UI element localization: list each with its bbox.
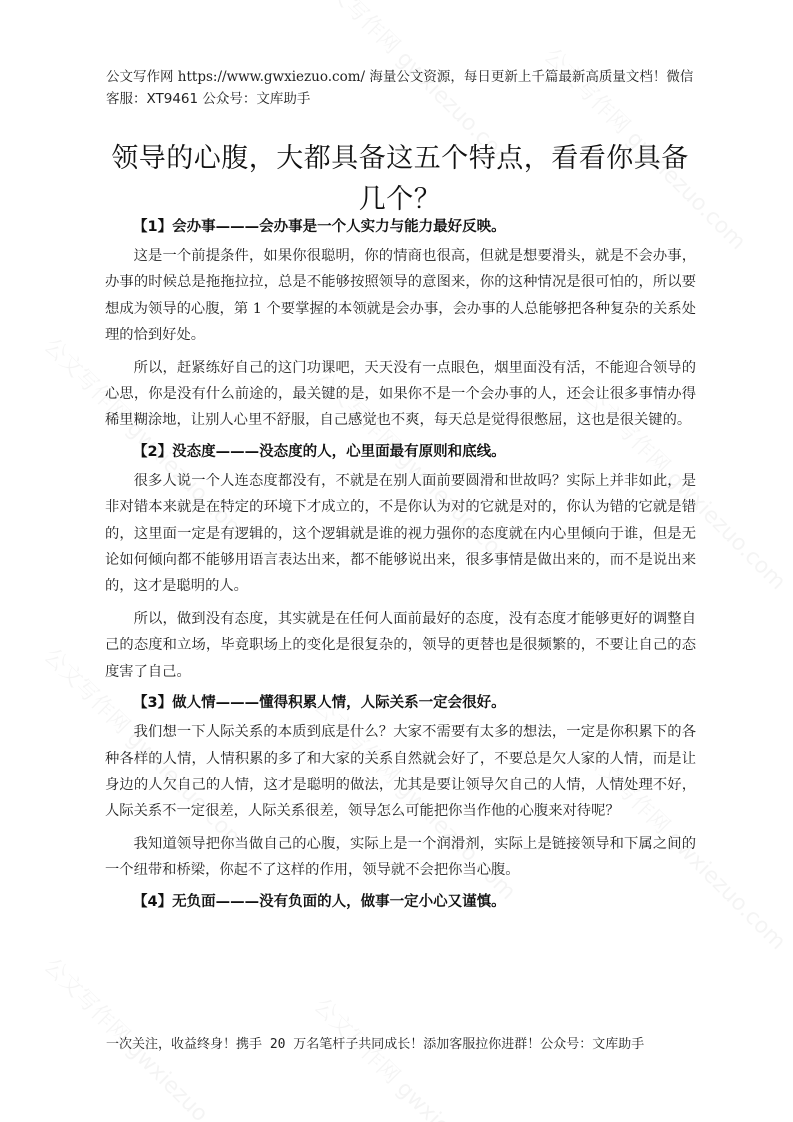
page-header xyxy=(106,66,696,110)
paragraph: 很多人说一个人连态度都没有，不就是在别人面前要圆滑和世故吗？实际上并非如此，是非对错本来就是在特定的环境下才成立的，不是你认为对的它就是对的，你认为错的它就是错的，这里面一定是有逻辑的，这个逻辑就是谁的视力强你的态度就在内心里倾向于谁，但是无论如何倾向都不能够用语言表达出来，都不能够说出来，很多事情是做出来的，而不是说出来的，这才是聪明的人。 xyxy=(105,472,696,595)
header-tagline: 海量公文资源，每日更新上千篇最新高质量文档！微信客服：XT9461 公众号：文库助手 xyxy=(106,69,694,107)
watermark-text xyxy=(308,990,524,1122)
document-title: 领导的心腹，大都具备这五个特点，看看你具备几个？ xyxy=(111,143,689,215)
site-name: 公文写作网 xyxy=(106,69,174,85)
document-body xyxy=(105,215,696,918)
section-heading: 【1】会办事———会办事是一个人实力与能力最好反映。 xyxy=(133,219,506,235)
paragraph: 我知道领导把你当做自己的心腹，实际上是一个润滑剂，实际上是链接领导和下属之间的一个纽带和桥梁，你起不了这样的作用，领导就不会把你当心腹。 xyxy=(105,835,696,879)
section-heading: 【2】没态度———没态度的人，心里面最有原则和底线。 xyxy=(133,443,506,460)
paragraph: 所以，赶紧练好自己的这门功课吧，天天没有一点眼色，烟里面没有活，不能迎合领导的心思，你是没有什么前途的，最关键的是，如果你不是一个会办事的人，还会让很多事情办得稀里糊涂地，让别人心里不舒服，自己感觉也不爽，每天总是觉得很憋屈，这也是很关键的。 xyxy=(105,359,696,429)
section-heading: 【4】无负面———没有负面的人，做事一定小心又谨慎。 xyxy=(133,893,506,910)
section-heading: 【3】做人情———懂得积累人情，人际关系一定会很好。 xyxy=(133,695,506,712)
page-footer: 一次关注，收益终身！携手 20 万名笔杆子共同成长！添加客服拉你进群！公众号：文库助手 xyxy=(106,1037,645,1052)
paragraph: 所以，做到没有态度，其实就是在任何人面前最好的态度，没有态度才能够更好的调整自己的态度和立场，毕竟职场上的变化是很复杂的，领导的更替也是很频繁的，不要让自己的态度害了自己。 xyxy=(105,610,696,680)
site-link[interactable]: https://www.gwxiezuo.com/ xyxy=(177,69,366,85)
paragraph: 这是一个前提条件，如果你很聪明，你的情商也很高，但就是想要滑头，就是不会办事，办事的时候总是拖拖拉拉，总是不能够按照领导的意图来，你的这种情况是很可怕的，所以要想成为领导的心腹，第 1 个要掌握的本领就是会办事，会办事的人总能够把各种复杂的关系处理的恰到好处。 xyxy=(105,248,696,344)
paragraph: 我们想一下人际关系的本质到底是什么？大家不需要有太多的想法，一定是你积累下的各种各样的人情，人情积累的多了和大家的关系自然就会好了，不要总是欠人家的人情，而是让身边的人欠自己的人情，这才是聪明的做法，尤其是要让领导欠自己的人情，人情处理不好，人际关系不一定很差，人际关系很差，领导怎么可能把你当作他的心腹来对待呢？ xyxy=(105,724,696,820)
